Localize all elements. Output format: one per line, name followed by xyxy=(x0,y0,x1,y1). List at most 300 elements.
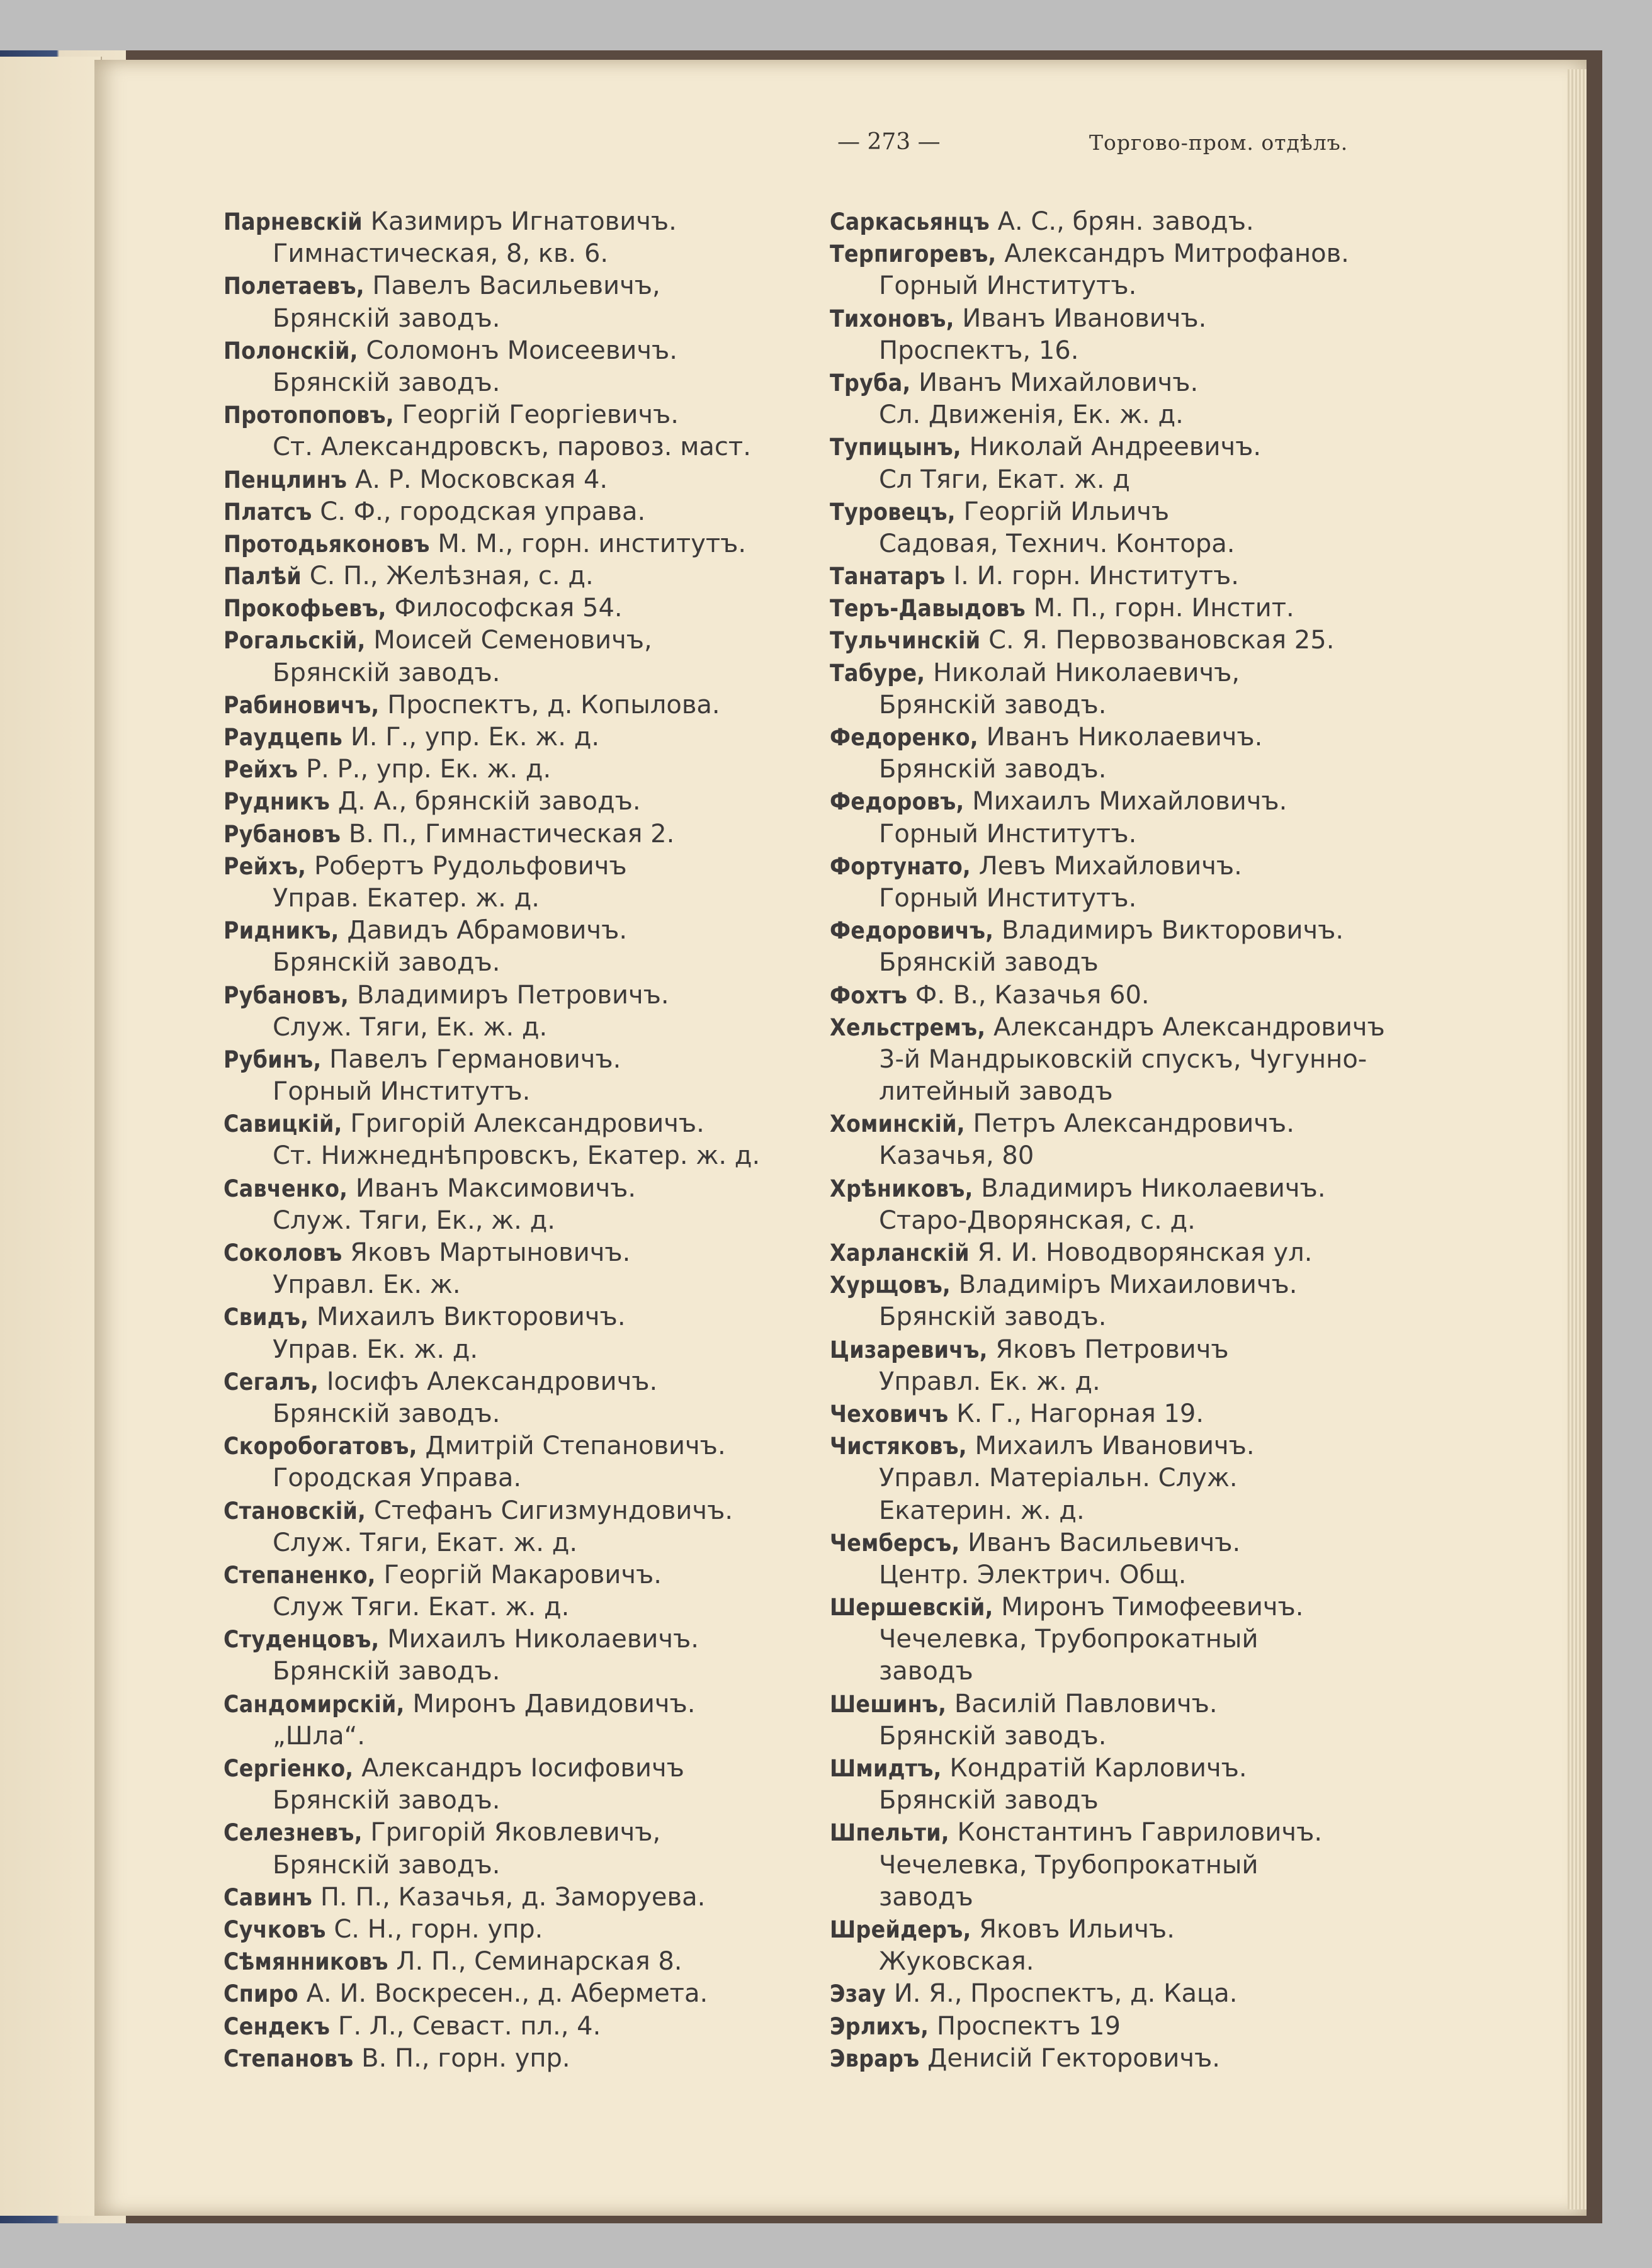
entry-first-line xyxy=(223,1914,809,1946)
entry-text: Дмитрій Степановичъ. xyxy=(425,1431,726,1461)
entry-text: Гимнастическая, 8, кв. 6. xyxy=(273,239,609,269)
entry-text: Городская Управа. xyxy=(273,1464,522,1493)
entry-first-line xyxy=(830,1914,1459,1946)
entry-text: Проспектъ 19 xyxy=(936,2011,1121,2041)
entry-surname: Хоминскій, xyxy=(830,1110,965,1138)
entry-text: Д. А., брянскій заводъ. xyxy=(337,787,641,816)
entry-text: Служ Тяги. Екат. ж. д. xyxy=(273,1593,570,1622)
entry-continuation-line xyxy=(223,367,809,399)
page-edges xyxy=(1568,69,1587,2209)
entry-first-line xyxy=(223,1495,809,1527)
entry-text: Владимиръ Викторовичъ. xyxy=(1001,916,1344,945)
entry-first-line xyxy=(830,592,1459,624)
directory-entry xyxy=(830,1334,1459,1398)
directory-entry xyxy=(223,1301,809,1365)
entry-text: Горный Институтъ. xyxy=(879,271,1137,301)
entry-first-line xyxy=(223,850,809,883)
entry-text: Павелъ Васильевичъ, xyxy=(372,271,660,301)
entry-surname: Цизаревичъ, xyxy=(830,1336,988,1363)
entry-surname: Танатаръ xyxy=(830,563,946,590)
entry-text: Брянскій заводъ. xyxy=(879,1302,1107,1332)
entry-surname: Протодьяконовъ xyxy=(223,530,430,558)
entry-continuation-line xyxy=(223,1205,809,1237)
entry-first-line xyxy=(830,1012,1459,1044)
entry-first-line xyxy=(223,464,809,496)
directory-entry xyxy=(830,1012,1459,1109)
entry-text: Николай Николаевичъ, xyxy=(933,658,1240,687)
entry-text: Служ. Тяги, Екат. ж. д. xyxy=(273,1528,578,1557)
entry-text: Служ. Тяги, Ек., ж. д. xyxy=(273,1205,555,1235)
entry-surname: Сендекъ xyxy=(223,2012,331,2040)
entry-surname: Терпигоревъ, xyxy=(830,240,997,268)
directory-entry xyxy=(223,1914,809,1946)
entry-first-line xyxy=(223,270,809,302)
entry-first-line xyxy=(223,1623,809,1656)
entry-first-line xyxy=(223,818,809,850)
entry-text: А. С., брян. заводъ. xyxy=(997,207,1254,236)
directory-entry xyxy=(223,818,809,850)
entry-text: Михаилъ Викторовичъ. xyxy=(316,1302,626,1332)
directory-entry xyxy=(223,206,809,270)
entry-surname: Пенцлинъ xyxy=(223,466,348,494)
entry-first-line xyxy=(830,496,1459,528)
directory-entry xyxy=(223,915,809,979)
entry-surname: Студенцовъ, xyxy=(223,1626,380,1654)
entry-surname: Раудцепь xyxy=(223,724,343,751)
entry-surname: Хрѣниковъ, xyxy=(830,1175,973,1202)
entry-surname: Эзау xyxy=(830,1980,886,2008)
entry-text: Іосифъ Александровичъ. xyxy=(326,1367,658,1396)
entry-text: Проспектъ, 16. xyxy=(879,336,1079,365)
entry-text: Иванъ Михайловичъ. xyxy=(919,368,1199,397)
directory-entry xyxy=(830,979,1459,1012)
entry-surname: Федоровъ, xyxy=(830,788,965,816)
directory-entry xyxy=(223,1559,809,1623)
entry-continuation-line xyxy=(223,1656,809,1688)
page-number: — 273 — xyxy=(837,129,941,155)
entry-text: Михаилъ Михайловичъ. xyxy=(972,787,1287,816)
directory-entry xyxy=(830,2043,1459,2075)
entry-continuation-line xyxy=(223,1849,809,1882)
entry-text: Брянскій заводъ. xyxy=(273,658,501,687)
directory-entry xyxy=(223,335,809,399)
entry-surname: Платсъ xyxy=(223,498,312,526)
entry-first-line xyxy=(223,1978,809,2010)
entry-text: Чечелевка, Трубопрокатный xyxy=(879,1625,1259,1654)
entry-text: Садовая, Технич. Контора. xyxy=(879,529,1235,558)
entry-continuation-line xyxy=(830,1559,1459,1591)
directory-entry xyxy=(223,721,809,753)
entry-first-line xyxy=(223,1688,809,1720)
entry-continuation-line xyxy=(223,303,809,335)
entry-continuation-line xyxy=(830,1044,1459,1076)
entry-surname: Шрейдеръ, xyxy=(830,1915,971,1943)
entry-continuation-line xyxy=(830,464,1459,496)
entry-surname: Спиро xyxy=(223,1980,298,2008)
entry-text: Георгій Ильичъ xyxy=(963,497,1170,526)
entry-text: Брянскій заводъ. xyxy=(273,1850,501,1880)
entry-text: Управл. Ек. ж. xyxy=(273,1270,461,1300)
directory-entry xyxy=(223,1752,809,1817)
entry-text: Соломонъ Моисеевичъ. xyxy=(366,336,678,365)
directory-entry xyxy=(830,431,1459,495)
entry-first-line xyxy=(223,1430,809,1462)
entry-text: Чечелевка, Трубопрокатный xyxy=(879,1850,1259,1880)
entry-surname: Прокофьевъ, xyxy=(223,595,387,623)
entry-first-line xyxy=(223,624,809,657)
directory-entry xyxy=(830,1237,1459,1269)
entry-continuation-line xyxy=(830,947,1459,979)
entry-text: А. Р. Московская 4. xyxy=(354,465,608,494)
entry-first-line xyxy=(223,689,809,721)
entry-text: Л. П., Семинарская 8. xyxy=(396,1947,682,1977)
entry-first-line xyxy=(830,303,1459,335)
entry-surname: Сучковъ xyxy=(223,1915,326,1943)
directory-entry xyxy=(830,1817,1459,1914)
entry-surname: Полетаевъ, xyxy=(223,273,365,300)
directory-entry xyxy=(223,1173,809,1237)
directory-entry xyxy=(223,592,809,624)
directory-entry xyxy=(223,979,809,1044)
directory-entry xyxy=(830,560,1459,592)
directory-entry xyxy=(223,1044,809,1108)
entry-continuation-line xyxy=(223,1012,809,1044)
entry-continuation-line xyxy=(830,270,1459,302)
entry-continuation-line xyxy=(830,1301,1459,1333)
entry-surname: Рубинъ, xyxy=(223,1046,322,1073)
entry-continuation-line xyxy=(830,528,1459,560)
entry-surname: Тульчинскій xyxy=(830,627,981,655)
entry-surname: Эрлихъ, xyxy=(830,2012,929,2040)
entry-continuation-line xyxy=(223,1334,809,1366)
entry-text: Александръ Іосифовичъ xyxy=(361,1754,684,1783)
directory-entry xyxy=(223,1623,809,1688)
entry-surname: Федоренко, xyxy=(830,724,978,751)
entry-text: М. М., горн. институтъ. xyxy=(438,529,747,558)
entry-text: Моисей Семеновичъ, xyxy=(373,626,652,655)
entry-surname: Соколовъ xyxy=(223,1239,342,1267)
entry-text: Левъ Михайловичъ. xyxy=(978,851,1242,881)
entry-surname: Сергіенко, xyxy=(223,1755,354,1782)
entry-surname: Чеховичъ xyxy=(830,1400,949,1428)
entry-first-line xyxy=(830,1173,1459,1205)
entry-first-line xyxy=(830,1752,1459,1785)
entry-text: Я. И. Новодворянская ул. xyxy=(977,1238,1313,1267)
entry-surname: Тихоновъ, xyxy=(830,305,954,332)
entry-surname: Скоробогатовъ, xyxy=(223,1433,417,1460)
directory-column-right xyxy=(830,206,1459,2075)
entry-surname: Табуре, xyxy=(830,659,925,687)
entry-surname: Ридникъ, xyxy=(223,917,339,945)
entry-surname: Селезневъ, xyxy=(223,1819,363,1847)
entry-text: А. И. Воскресен., д. Абермета. xyxy=(306,1979,708,2009)
directory-entry xyxy=(223,270,809,334)
entry-surname: Рейхъ, xyxy=(223,852,307,880)
directory-entry xyxy=(830,1108,1459,1172)
entry-surname: Фортунато, xyxy=(830,852,971,880)
entry-text: Александръ Митрофанов. xyxy=(1004,239,1349,269)
entry-text: Служ. Тяги, Ек. ж. д. xyxy=(273,1012,548,1042)
entry-text: заводъ xyxy=(879,1882,973,1912)
entry-text: Брянскій заводъ xyxy=(879,948,1099,978)
entry-text: литейный заводъ xyxy=(879,1077,1113,1107)
entry-surname: Хурщовъ, xyxy=(830,1272,951,1299)
entry-first-line xyxy=(830,1688,1459,1720)
entry-text: Горный Институтъ. xyxy=(273,1077,531,1107)
entry-first-line xyxy=(830,624,1459,657)
entry-surname: Труба, xyxy=(830,369,911,397)
directory-entry xyxy=(223,850,809,915)
entry-text: Иванъ Николаевичъ. xyxy=(986,723,1263,752)
entry-text: П. П., Казачья, д. Заморуева. xyxy=(320,1882,706,1912)
entry-text: Миронъ Давидовичъ. xyxy=(412,1689,696,1718)
entry-continuation-line xyxy=(830,753,1459,786)
entry-surname: Эвраръ xyxy=(830,2045,920,2072)
entry-continuation-line xyxy=(223,1462,809,1494)
entry-first-line xyxy=(830,1591,1459,1623)
entry-text: Константинъ Гавриловичъ. xyxy=(957,1818,1323,1848)
entry-surname: Рогальскій, xyxy=(223,627,366,655)
entry-text: Миронъ Тимофеевичъ. xyxy=(1001,1593,1304,1622)
entry-text: С. Я. Первозвановская 25. xyxy=(988,626,1335,655)
directory-entry xyxy=(223,528,809,560)
entry-continuation-line xyxy=(223,947,809,979)
entry-text: Георгій Георгіевичъ. xyxy=(402,400,679,430)
directory-entry xyxy=(223,1108,809,1172)
entry-continuation-line xyxy=(223,883,809,915)
entry-continuation-line xyxy=(223,657,809,689)
entry-continuation-line xyxy=(830,1140,1459,1172)
entry-text: Брянскій заводъ. xyxy=(273,368,501,397)
directory-entry xyxy=(830,1398,1459,1430)
entry-first-line xyxy=(830,1108,1459,1140)
directory-entry xyxy=(223,496,809,528)
directory-entry xyxy=(223,1882,809,1914)
entry-continuation-line xyxy=(830,1623,1459,1656)
entry-surname: Чемберсъ, xyxy=(830,1529,960,1557)
entry-text: Григорій Александровичъ. xyxy=(350,1109,704,1139)
entry-continuation-line xyxy=(223,1076,809,1108)
entry-text: „Шла“. xyxy=(273,1721,366,1751)
entry-first-line xyxy=(830,2011,1459,2043)
entry-text: Яковъ Ильичъ. xyxy=(979,1914,1175,1944)
directory-entry xyxy=(830,303,1459,367)
entry-text: Казимиръ Игнатовичъ. xyxy=(370,207,677,236)
entry-text: Павелъ Германовичъ. xyxy=(329,1044,621,1074)
entry-surname: Саркасьянцъ xyxy=(830,208,990,235)
entry-text: С. П., Желѣзная, с. д. xyxy=(309,561,594,591)
entry-text: Казачья, 80 xyxy=(879,1141,1034,1171)
entry-first-line xyxy=(830,238,1459,270)
entry-first-line xyxy=(223,1044,809,1076)
directory-entry xyxy=(223,2011,809,2043)
entry-first-line xyxy=(830,1817,1459,1849)
entry-first-line xyxy=(223,1882,809,1914)
entry-text: заводъ xyxy=(879,1657,973,1686)
entry-first-line xyxy=(223,915,809,947)
directory-entry xyxy=(830,624,1459,657)
entry-first-line xyxy=(223,1301,809,1333)
entry-text: Иванъ Ивановичъ. xyxy=(962,303,1207,333)
entry-surname: Рабиновичъ, xyxy=(223,691,380,719)
entry-first-line xyxy=(830,850,1459,883)
entry-text: Денисій Гекторовичъ. xyxy=(927,2043,1220,2073)
entry-continuation-line xyxy=(223,431,809,463)
entry-first-line xyxy=(830,2043,1459,2075)
entry-first-line xyxy=(223,1366,809,1398)
directory-entry xyxy=(223,1430,809,1494)
entry-continuation-line xyxy=(223,1140,809,1172)
entry-text: Брянскій заводъ. xyxy=(273,948,501,978)
directory-entry xyxy=(223,1495,809,1559)
directory-entry xyxy=(223,786,809,818)
entry-first-line xyxy=(830,1398,1459,1430)
entry-continuation-line xyxy=(223,1398,809,1430)
entry-continuation-line xyxy=(830,1720,1459,1752)
entry-continuation-line xyxy=(223,238,809,270)
entry-continuation-line xyxy=(223,1720,809,1752)
directory-entry xyxy=(830,496,1459,560)
directory-entry xyxy=(830,850,1459,915)
entry-text: Брянскій заводъ xyxy=(879,1786,1099,1815)
entry-continuation-line xyxy=(830,1946,1459,1978)
entry-text: Брянскій заводъ. xyxy=(879,755,1107,784)
entry-first-line xyxy=(223,2011,809,2043)
directory-entry xyxy=(223,1946,809,1978)
directory-column-left xyxy=(223,206,809,2075)
entry-text: Г. Л., Севаст. пл., 4. xyxy=(337,2011,601,2041)
entry-text: Сл Тяги, Екат. ж. д xyxy=(879,465,1130,494)
section-title: Торгово-пром. отдѣлъ. xyxy=(1089,130,1349,155)
directory-entry xyxy=(223,624,809,689)
entry-text: Михаилъ Ивановичъ. xyxy=(975,1431,1255,1461)
entry-continuation-line xyxy=(223,1591,809,1623)
entry-text: Управл. Матеріальн. Служ. xyxy=(879,1464,1238,1493)
entry-first-line xyxy=(223,560,809,592)
entry-text: Жуковская. xyxy=(879,1947,1034,1977)
entry-surname: Савченко, xyxy=(223,1175,348,1202)
entry-text: Кондратій Карловичъ. xyxy=(949,1754,1247,1783)
directory-entry xyxy=(830,238,1459,302)
entry-text: Яковъ Мартыновичъ. xyxy=(350,1238,631,1267)
directory-entry xyxy=(223,1817,809,1881)
entry-text: Екатерин. ж. д. xyxy=(879,1496,1085,1525)
entry-surname: Протопоповъ, xyxy=(223,402,394,429)
entry-continuation-line xyxy=(830,335,1459,367)
entry-first-line xyxy=(830,1269,1459,1301)
entry-text: Ф. В., Казачья 60. xyxy=(915,980,1150,1010)
directory-entry xyxy=(830,2011,1459,2043)
entry-first-line xyxy=(223,721,809,753)
entry-continuation-line xyxy=(830,1076,1459,1108)
entry-continuation-line xyxy=(830,399,1459,431)
entry-continuation-line xyxy=(830,1849,1459,1882)
entry-continuation-line xyxy=(830,1882,1459,1914)
entry-text: Горный Институтъ. xyxy=(879,819,1137,849)
directory-entry xyxy=(830,721,1459,786)
entry-text: Александръ Александровичъ xyxy=(993,1012,1385,1042)
entry-text: Брянскій заводъ. xyxy=(879,1721,1107,1751)
directory-entry xyxy=(830,1527,1459,1591)
entry-first-line xyxy=(223,753,809,786)
entry-surname: Хельстремъ, xyxy=(830,1013,986,1041)
entry-text: Владиміръ Михаиловичъ. xyxy=(958,1270,1298,1300)
entry-first-line xyxy=(830,206,1459,238)
entry-first-line xyxy=(223,335,809,367)
entry-surname: Степаненко, xyxy=(223,1561,376,1589)
entry-text: Стефанъ Сигизмундовичъ. xyxy=(373,1496,733,1525)
entry-surname: Палѣй xyxy=(223,563,302,590)
entry-first-line xyxy=(830,560,1459,592)
entry-text: Иванъ Максимовичъ. xyxy=(355,1173,636,1203)
entry-first-line xyxy=(223,1559,809,1591)
entry-continuation-line xyxy=(830,1785,1459,1817)
entry-continuation-line xyxy=(223,1785,809,1817)
entry-surname: Шпельти, xyxy=(830,1819,949,1847)
entry-text: В. П., горн. упр. xyxy=(361,2043,570,2073)
entry-text: Владимиръ Петровичъ. xyxy=(356,980,669,1010)
entry-surname: Теръ-Давыдовъ xyxy=(830,595,1026,623)
entry-surname: Чистяковъ, xyxy=(830,1433,967,1460)
entry-surname: Рубановъ, xyxy=(223,981,349,1009)
directory-entry xyxy=(223,1366,809,1430)
entry-surname: Шмидтъ, xyxy=(830,1755,942,1782)
directory-entry xyxy=(830,1430,1459,1527)
entry-surname: Степановъ xyxy=(223,2045,354,2072)
entry-continuation-line xyxy=(830,1462,1459,1494)
entry-text: Старо-Дворянская, с. д. xyxy=(879,1205,1196,1235)
directory-entry xyxy=(830,915,1459,979)
entry-text: Василій Павловичъ. xyxy=(954,1689,1218,1718)
entry-first-line xyxy=(830,721,1459,753)
entry-text: М. П., горн. Инстит. xyxy=(1033,594,1294,623)
entry-text: С. Ф., городская управа. xyxy=(320,497,646,526)
entry-surname: Федоровичъ, xyxy=(830,917,994,945)
entry-continuation-line xyxy=(830,1366,1459,1398)
entry-surname: Рубановъ xyxy=(223,820,341,848)
entry-continuation-line xyxy=(830,689,1459,721)
entry-text: С. Н., горн. упр. xyxy=(334,1914,543,1944)
entry-text: Владимиръ Николаевичъ. xyxy=(981,1173,1326,1203)
entry-continuation-line xyxy=(830,1205,1459,1237)
entry-first-line xyxy=(830,1237,1459,1269)
entry-surname: Парневскій xyxy=(223,208,363,235)
entry-surname: Рейхъ xyxy=(223,756,298,784)
entry-text: Центр. Электрич. Общ. xyxy=(879,1560,1187,1589)
entry-text: 3-й Мандрыковскій спускъ, Чугунно- xyxy=(879,1044,1367,1074)
directory-entry xyxy=(223,1688,809,1752)
directory-entry xyxy=(223,2043,809,2075)
directory-entry xyxy=(830,1269,1459,1333)
entry-text: Управл. Ек. ж. д. xyxy=(879,1367,1100,1396)
entry-first-line xyxy=(830,786,1459,818)
entry-surname: Рудникъ xyxy=(223,788,331,816)
directory-entry xyxy=(830,1173,1459,1237)
entry-first-line xyxy=(830,1527,1459,1559)
entry-continuation-line xyxy=(830,1495,1459,1527)
entry-first-line xyxy=(830,1978,1459,2010)
entry-text: Георгій Макаровичъ. xyxy=(383,1560,662,1589)
entry-first-line xyxy=(830,979,1459,1012)
entry-surname: Полонскій, xyxy=(223,337,358,364)
entry-text: Николай Андреевичъ. xyxy=(969,432,1262,462)
entry-first-line xyxy=(223,1237,809,1269)
entry-first-line xyxy=(830,657,1459,689)
entry-first-line xyxy=(830,915,1459,947)
entry-text: Яковъ Петровичъ xyxy=(995,1334,1229,1364)
entry-surname: Становскій, xyxy=(223,1497,366,1525)
directory-entry xyxy=(830,657,1459,721)
